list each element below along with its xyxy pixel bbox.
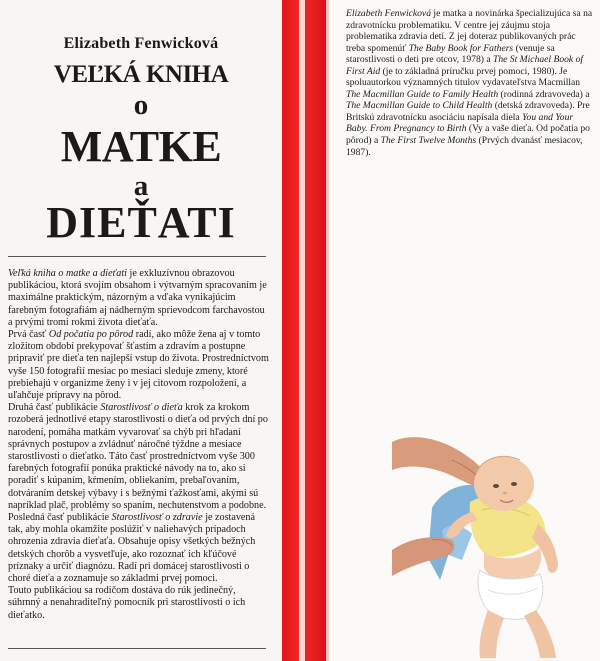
bio-book-title-6: The First Twelve Months (380, 135, 477, 147)
book-title-line-5: DIEŤATI (46, 198, 236, 247)
book-title-italic: Veľká kniha o matke a dieťati (8, 268, 127, 279)
bio-book-title-1: The Baby Book for Fathers (408, 42, 514, 54)
part-one-title: Od počatia po pôrod (48, 329, 134, 341)
divider-top (8, 256, 266, 257)
book-title-line-1: VEĽKÁ KNIHA (53, 61, 229, 88)
description-paragraph-1: Veľká kniha o matke a dieťati je exkluzívnou obrazovou publikáciou, ktorá svojím obsahom i výtvarným spracovaním je maximálne praktickým, názorným a vďaka vynikajúcim farebným fotografiám aj nádherným sprievodcom farchavostou a prvými tromi rokmi života dieťaťa. (8, 268, 267, 328)
book-description (8, 268, 270, 622)
author-biography (346, 8, 594, 158)
baby-diaper-change-photo (392, 430, 600, 661)
spine-red-stripe (282, 0, 328, 661)
spine-light-stripe (299, 0, 305, 661)
part-three-title: Starostlivosť o zdravie (111, 512, 203, 524)
description-paragraph-3: Druhá časť publikácie Starostlivosť o dieťa krok za krokom rozoberá jednotlivé etapy starostlivosti o dieťa od prvých dní po narodení, pomáha matkám vyvarovať sa chýb pri hľadaní správnych postupov a zvládnuť náročné týždne a mesiace starostlivosti o dieťatko. Táto časť prostredníctvom vyše 300 farebných fotografií ponúka praktické návody na to, ako si poradiť s kúpaním, kŕmením, obliekaním, prebaľovaním, dotváraním detskej výbavy i s bežnými ťažkosťami, akými sú napríklad plač, problémy so spaním, nechutenstvom a podobne. (8, 402, 268, 511)
bio-book-title-5: You and Your Baby. From Pregnancy to Birth (346, 111, 574, 135)
book-title-line-2: o (133, 89, 149, 121)
bio-paragraph: Elizabeth Fenwicková je matka a novinárka špecializujúca sa na zdravotnícku problematiku. V centre jej záujmu stoja problematika zdravia detí. Z jej doteraz publikovaných prác treba spomenúť The Baby Book for Fathers (venuje sa starostlivosti o deti pre otcov, 1978) a The St Michael Book of First Aid (je to základná príručku prvej pomoci, 1980). Je spoluautorkou významných titulov vydavateľstva Macmillan The Macmillan Guide to Family Health (rodinná zdravoveda) a The Macmillan Guide to Child Health (detská zdravoveda). Pre Britskú zdravotnícku asociáciu napísala diela You and Your Baby. From Pregnancy to Birth (Vy a vaše dieťa. Od počatia po pôrod) a The First Twelve Months (Prvých dvanásť mesiacov, 1987). (346, 8, 593, 158)
bio-book-title-3: The Macmillan Guide to Family Health (346, 88, 499, 100)
bio-book-title-2: The St Michael Book of First Aid (346, 54, 584, 77)
back-cover-left-panel (0, 0, 282, 661)
author-name: Elizabeth Fenwicková (63, 35, 219, 52)
description-paragraph-4: Posledná časť publikácie Starostlivosť o zdravie je zostavená tak, aby mohla okamžite poslúžiť v naliehavých prípadoch ohrozenia zdravia dieťaťa. Obsahuje opisy všetkých bežných detských chorôb a vysvetľuje, ako rozoznať ich kľúčové príznaky a určiť diagnózu. Radí pri domácej starostlivosti o choré dieťa a zoznamuje so základmi prvej pomoci. (8, 512, 256, 585)
book-title-line-4: a (133, 170, 149, 202)
bio-book-title-4: The Macmillan Guide to Child Health (346, 100, 493, 112)
book-title-line-3: MATKE (60, 122, 222, 171)
part-two-title: Starostlivosť o dieťa (100, 402, 183, 414)
bio-author-name: Elizabeth Fenwicková (346, 8, 431, 19)
flap-right-panel (329, 0, 600, 661)
description-paragraph-2: Prvá časť Od počatia po pôrod radí, ako môže žena aj v tomto zložitom období prekypovať šťastím a zdravím a postupne pripraviť pre dieťa ten najlepší vstup do života. Prostredníctvom vyše 150 fotografií mesiac po mesiaci sleduje zmeny, ktoré prebiehajú v organizme ženy i v jej citovom rozpoložení, a uľahčuje prípravy na pôrod. (8, 329, 269, 402)
divider-bottom (8, 648, 266, 649)
description-paragraph-5: Touto publikáciou sa rodičom dostáva do rúk jedinečný, súhrnný a nenahraditeľný pomocník pri starostlivosti o ich dieťatko. (8, 585, 246, 621)
